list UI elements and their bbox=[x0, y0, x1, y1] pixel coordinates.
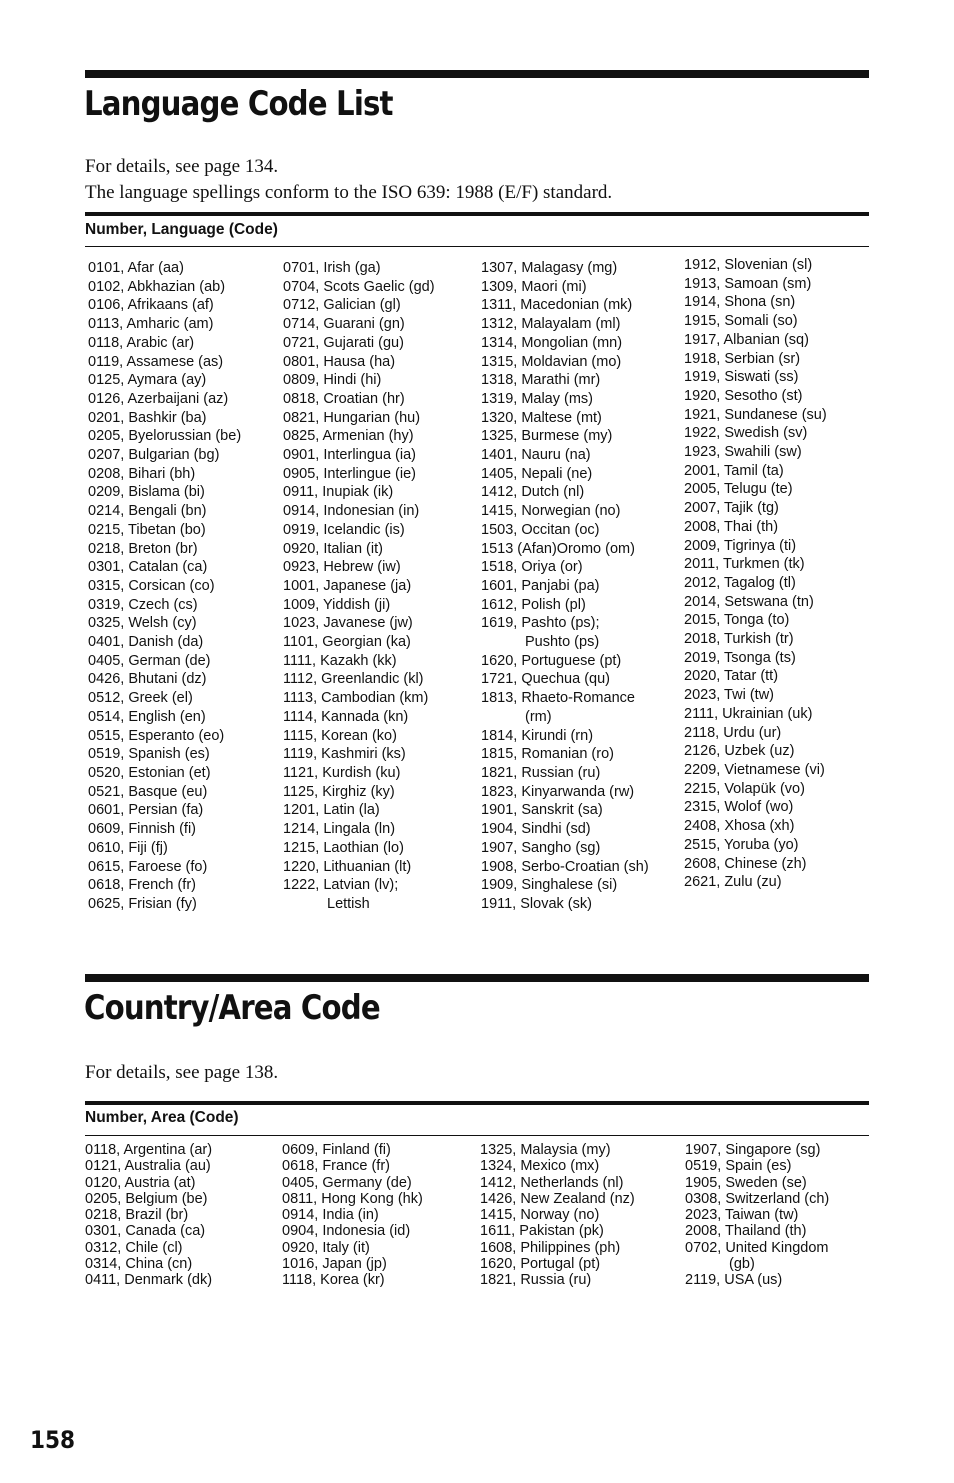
language-entry: 0405, German (de) bbox=[88, 652, 211, 669]
language-entry: 0721, Gujarati (gu) bbox=[283, 334, 404, 351]
language-entry: 0712, Galician (gl) bbox=[283, 297, 401, 314]
language-entry: 0208, Bihari (bh) bbox=[88, 465, 196, 482]
country-entry: 0618, France (fr) bbox=[282, 1158, 390, 1175]
language-entry: 2020, Tatar (tt) bbox=[684, 668, 779, 685]
country-entry: 0405, Germany (de) bbox=[282, 1174, 412, 1191]
language-entry: 2015, Tonga (to) bbox=[684, 612, 790, 629]
language-entry: 2215, Volapük (vo) bbox=[684, 780, 805, 797]
language-entry: 0901, Interlingua (ia) bbox=[283, 447, 416, 464]
country-column-1 bbox=[85, 1142, 212, 1288]
language-entry: 0801, Hausa (ha) bbox=[283, 353, 396, 370]
language-entry: 1023, Javanese (jw) bbox=[283, 615, 413, 632]
country-entry: 1905, Sweden (se) bbox=[685, 1174, 807, 1191]
country-table-header-rule bbox=[85, 1135, 869, 1136]
language-entry: 0618, French (fr) bbox=[88, 877, 196, 894]
language-entry: 1401, Nauru (na) bbox=[481, 447, 591, 464]
language-entry: 1314, Mongolian (mn) bbox=[481, 334, 623, 351]
language-entry: 0218, Breton (br) bbox=[88, 540, 198, 557]
language-entry: 0301, Catalan (ca) bbox=[88, 559, 208, 576]
language-entry-continuation: Lettish bbox=[327, 895, 370, 912]
country-table-top-rule bbox=[85, 1101, 869, 1105]
language-entry: 2209, Vietnamese (vi) bbox=[684, 761, 825, 778]
language-entry: 0315, Corsican (co) bbox=[88, 577, 215, 594]
language-entry-continuation: (rm) bbox=[525, 708, 552, 725]
language-entry: 2408, Xhosa (xh) bbox=[684, 818, 795, 835]
language-entry: 0201, Bashkir (ba) bbox=[88, 409, 207, 426]
language-entry: 1503, Occitan (oc) bbox=[481, 521, 600, 538]
language-entry: 1920, Sesotho (st) bbox=[684, 387, 803, 404]
language-entry: 1601, Panjabi (pa) bbox=[481, 577, 600, 594]
language-entry: 1201, Latin (la) bbox=[283, 802, 380, 819]
country-entry: 0218, Brazil (br) bbox=[85, 1207, 189, 1223]
language-entry: 2011, Turkmen (tk) bbox=[684, 556, 805, 573]
language-entry: 0701, Irish (ga) bbox=[283, 260, 381, 276]
language-entry: 2018, Turkish (tr) bbox=[684, 631, 794, 648]
country-entry: 1415, Norway (no) bbox=[480, 1207, 600, 1223]
language-entry: 1513 (Afan)Oromo (om) bbox=[481, 540, 635, 557]
language-entry: 1918, Serbian (sr) bbox=[684, 350, 801, 367]
language-entry: 0609, Finnish (fi) bbox=[88, 821, 196, 838]
language-entry: 1114, Kannada (kn) bbox=[283, 708, 409, 725]
language-entry: 1319, Malay (ms) bbox=[481, 390, 594, 407]
language-entry: 1907, Sangho (sg) bbox=[481, 839, 601, 856]
language-entry: 1922, Swedish (sv) bbox=[684, 425, 808, 442]
language-entry: 1904, Sindhi (sd) bbox=[481, 821, 591, 838]
language-entry-continuation: Pushto (ps) bbox=[525, 634, 600, 651]
language-entry: 0625, Frisian (fy) bbox=[88, 895, 197, 912]
country-entry: 0308, Switzerland (ch) bbox=[685, 1190, 830, 1207]
language-entry: 0514, English (en) bbox=[88, 708, 206, 725]
country-entry: 2023, Taiwan (tw) bbox=[685, 1207, 799, 1223]
country-column-2 bbox=[282, 1142, 423, 1288]
language-entry: 0401, Danish (da) bbox=[88, 634, 204, 651]
language-entry: 1813, Rhaeto-Romance bbox=[481, 690, 635, 707]
country-entry: 2008, Thailand (th) bbox=[685, 1223, 807, 1240]
language-entry: 1320, Maltese (mt) bbox=[481, 409, 602, 426]
country-entry: 0312, Chile (cl) bbox=[85, 1239, 183, 1256]
country-entry: 0205, Belgium (be) bbox=[85, 1190, 208, 1207]
language-entry: 1112, Greenlandic (kl) bbox=[283, 671, 424, 688]
country-section-title: Country/Area Code bbox=[84, 988, 380, 1028]
country-entry: 1016, Japan (jp) bbox=[282, 1255, 387, 1272]
language-entry: 0515, Esperanto (eo) bbox=[88, 727, 225, 744]
language-table-header: Number, Language (Code) bbox=[85, 221, 278, 238]
country-entry: 1608, Philippines (ph) bbox=[480, 1239, 621, 1256]
language-column-4 bbox=[684, 256, 827, 892]
language-entry: 1901, Sanskrit (sa) bbox=[481, 802, 603, 819]
language-entry: 0319, Czech (cs) bbox=[88, 596, 198, 613]
country-entry: 1821, Russia (ru) bbox=[480, 1272, 592, 1288]
country-entry: 0811, Hong Kong (hk) bbox=[282, 1190, 423, 1207]
language-section-title: Language Code List bbox=[84, 84, 393, 124]
language-entry: 1919, Siswati (ss) bbox=[684, 369, 799, 386]
language-entry: 1914, Shona (sn) bbox=[684, 294, 796, 311]
language-entry: 2005, Telugu (te) bbox=[684, 481, 793, 498]
section-top-rule bbox=[85, 70, 869, 78]
country-entry: 1325, Malaysia (my) bbox=[480, 1142, 611, 1158]
language-entry: 0126, Azerbaijani (az) bbox=[88, 390, 229, 407]
language-entry: 0426, Bhutani (dz) bbox=[88, 671, 207, 688]
language-entry: 1415, Norwegian (no) bbox=[481, 503, 621, 520]
language-entry: 2008, Thai (th) bbox=[684, 518, 779, 535]
country-entry: 1412, Netherlands (nl) bbox=[480, 1174, 624, 1191]
language-entry: 0125, Aymara (ay) bbox=[88, 372, 207, 389]
country-entry: 1611, Pakistan (pk) bbox=[480, 1223, 604, 1240]
language-entry: 1009, Yiddish (ji) bbox=[283, 596, 391, 613]
country-entry: 0120, Austria (at) bbox=[85, 1174, 196, 1191]
language-entry: 1912, Slovenian (sl) bbox=[684, 257, 813, 273]
language-entry: 1620, Portuguese (pt) bbox=[481, 652, 622, 669]
language-entry: 0914, Indonesian (in) bbox=[283, 503, 420, 520]
language-entry: 2111, Ukrainian (uk) bbox=[684, 705, 813, 722]
language-table-top-rule bbox=[85, 212, 869, 216]
country-entry: 0411, Denmark (dk) bbox=[85, 1272, 213, 1288]
language-entry: 2012, Tagalog (tl) bbox=[684, 574, 796, 591]
language-entry: 0919, Icelandic (is) bbox=[283, 521, 405, 538]
country-entry: 1907, Singapore (sg) bbox=[685, 1142, 821, 1158]
country-entry: 0914, India (in) bbox=[282, 1207, 379, 1223]
language-entry: 1315, Moldavian (mo) bbox=[481, 353, 622, 370]
language-entry: 1721, Quechua (qu) bbox=[481, 671, 610, 688]
country-entry: 0118, Argentina (ar) bbox=[85, 1142, 213, 1158]
language-entry: 0209, Bislama (bi) bbox=[88, 484, 205, 501]
language-entry: 0207, Bulgarian (bg) bbox=[88, 447, 220, 464]
language-entry: 1325, Burmese (my) bbox=[481, 428, 613, 445]
language-entry: 0113, Amharic (am) bbox=[88, 316, 214, 333]
language-entry: 2118, Urdu (ur) bbox=[684, 724, 782, 741]
language-entry: 0215, Tibetan (bo) bbox=[88, 521, 206, 538]
country-intro-line-1: For details, see page 138. bbox=[85, 1062, 279, 1083]
language-entry: 1913, Samoan (sm) bbox=[684, 275, 812, 292]
language-entry: 2608, Chinese (zh) bbox=[684, 855, 807, 872]
language-entry: 0809, Hindi (hi) bbox=[283, 372, 382, 389]
language-column-3 bbox=[481, 259, 649, 914]
language-entry: 1214, Lingala (ln) bbox=[283, 821, 396, 838]
language-entry: 1823, Kinyarwanda (rw) bbox=[481, 783, 635, 800]
language-entry: 2014, Setswana (tn) bbox=[684, 593, 814, 610]
language-entry: 0205, Byelorussian (be) bbox=[88, 428, 242, 445]
language-entry: 1921, Sundanese (su) bbox=[684, 406, 827, 423]
country-entry: 0904, Indonesia (id) bbox=[282, 1223, 411, 1240]
language-entry: 2009, Tigrinya (ti) bbox=[684, 537, 797, 554]
language-column-1 bbox=[88, 259, 241, 914]
country-entry: 0314, China (cn) bbox=[85, 1255, 193, 1272]
language-entry: 1101, Georgian (ka) bbox=[283, 634, 411, 651]
language-entry: 0106, Afrikaans (af) bbox=[88, 297, 214, 314]
language-entry: 1215, Laothian (lo) bbox=[283, 839, 404, 856]
language-table-header-rule bbox=[85, 246, 869, 247]
country-entry: 0920, Italy (it) bbox=[282, 1239, 370, 1256]
language-entry: 2315, Wolof (wo) bbox=[684, 799, 794, 816]
language-entry: 0825, Armenian (hy) bbox=[283, 428, 414, 445]
language-entry: 0818, Croatian (hr) bbox=[283, 390, 405, 407]
language-entry: 0118, Arabic (ar) bbox=[88, 334, 195, 351]
language-entry: 2621, Zulu (zu) bbox=[684, 874, 782, 891]
language-entry: 1518, Oriya (or) bbox=[481, 559, 583, 576]
country-entry: 0301, Canada (ca) bbox=[85, 1223, 206, 1240]
country-column-3 bbox=[480, 1142, 635, 1288]
language-entry: 0905, Interlingue (ie) bbox=[283, 465, 416, 482]
language-entry: 1311, Macedonian (mk) bbox=[481, 297, 633, 314]
language-entry: 1111, Kazakh (kk) bbox=[283, 652, 397, 669]
language-entry: 1001, Japanese (ja) bbox=[283, 577, 412, 594]
language-entry: 1911, Slovak (sk) bbox=[481, 895, 592, 912]
language-entry: 1917, Albanian (sq) bbox=[684, 331, 809, 348]
language-entry: 1619, Pashto (ps); bbox=[481, 615, 600, 632]
language-entry: 2023, Twi (tw) bbox=[684, 687, 774, 704]
language-intro-line-1: For details, see page 134. bbox=[85, 156, 279, 177]
country-entry: 1426, New Zealand (nz) bbox=[480, 1190, 635, 1207]
country-column-4 bbox=[685, 1142, 829, 1288]
language-entry: 2515, Yoruba (yo) bbox=[684, 836, 799, 853]
language-entry: 2126, Uzbek (uz) bbox=[684, 743, 795, 760]
language-column-2 bbox=[283, 259, 435, 914]
language-entry: 1121, Kurdish (ku) bbox=[283, 764, 401, 781]
language-entry: 0521, Basque (eu) bbox=[88, 783, 208, 800]
country-entry: 1620, Portugal (pt) bbox=[480, 1255, 601, 1272]
language-entry: 1309, Maori (mi) bbox=[481, 278, 587, 295]
language-entry: 0214, Bengali (bn) bbox=[88, 503, 207, 520]
country-entry-continuation: (gb) bbox=[729, 1255, 755, 1272]
language-entry: 0102, Abkhazian (ab) bbox=[88, 278, 226, 295]
language-entry: 1115, Korean (ko) bbox=[283, 727, 397, 744]
language-entry: 0325, Welsh (cy) bbox=[88, 615, 197, 632]
language-entry: 1405, Nepali (ne) bbox=[481, 465, 593, 482]
language-entry: 0610, Fiji (fj) bbox=[88, 839, 168, 856]
country-entry: 0609, Finland (fi) bbox=[282, 1142, 391, 1158]
country-entry: 1324, Mexico (mx) bbox=[480, 1158, 600, 1175]
language-entry: 1113, Cambodian (km) bbox=[283, 690, 429, 707]
country-table-header: Number, Area (Code) bbox=[85, 1109, 239, 1126]
country-entry: 1118, Korea (kr) bbox=[282, 1272, 385, 1288]
language-entry: 2001, Tamil (ta) bbox=[684, 462, 784, 479]
country-entry: 0519, Spain (es) bbox=[685, 1158, 792, 1175]
language-entry: 0821, Hungarian (hu) bbox=[283, 409, 421, 426]
language-entry: 1909, Singhalese (si) bbox=[481, 877, 618, 894]
language-intro-line-2: The language spellings conform to the ISO 639: 1988 (E/F) standard. bbox=[85, 182, 613, 203]
language-entry: 0520, Estonian (et) bbox=[88, 764, 211, 781]
language-entry: 1312, Malayalam (ml) bbox=[481, 316, 621, 333]
language-entry: 1908, Serbo-Croatian (sh) bbox=[481, 858, 649, 875]
language-entry: 1220, Lithuanian (lt) bbox=[283, 858, 412, 875]
language-entry: 1125, Kirghiz (ky) bbox=[283, 783, 395, 800]
language-entry: 1222, Latvian (lv); bbox=[283, 877, 399, 894]
language-entry: 1412, Dutch (nl) bbox=[481, 484, 585, 501]
language-entry: 0920, Italian (it) bbox=[283, 540, 383, 557]
country-entry: 2119, USA (us) bbox=[685, 1272, 783, 1288]
language-entry: 0519, Spanish (es) bbox=[88, 746, 210, 763]
language-entry: 0714, Guarani (gn) bbox=[283, 316, 405, 333]
language-entry: 1821, Russian (ru) bbox=[481, 764, 601, 781]
country-entry: 0702, United Kingdom bbox=[685, 1239, 829, 1256]
page-number: 158 bbox=[30, 1426, 76, 1454]
language-entry: 0101, Afar (aa) bbox=[88, 260, 184, 276]
country-section-top-rule bbox=[85, 974, 869, 982]
language-entry: 1915, Somali (so) bbox=[684, 313, 798, 330]
language-entry: 0601, Persian (fa) bbox=[88, 802, 204, 819]
language-entry: 1318, Marathi (mr) bbox=[481, 372, 601, 389]
language-entry: 1307, Malagasy (mg) bbox=[481, 260, 618, 276]
language-entry: 0512, Greek (el) bbox=[88, 690, 193, 707]
language-entry: 1815, Romanian (ro) bbox=[481, 746, 614, 763]
language-entry: 2007, Tajik (tg) bbox=[684, 500, 779, 517]
language-entry: 1923, Swahili (sw) bbox=[684, 444, 802, 461]
language-entry: 1612, Polish (pl) bbox=[481, 596, 586, 613]
language-entry: 0615, Faroese (fo) bbox=[88, 858, 208, 875]
language-entry: 2019, Tsonga (ts) bbox=[684, 649, 796, 666]
language-entry: 0911, Inupiak (ik) bbox=[283, 484, 394, 501]
language-entry: 1814, Kirundi (rn) bbox=[481, 727, 594, 744]
country-entry: 0121, Australia (au) bbox=[85, 1158, 211, 1175]
language-entry: 1119, Kashmiri (ks) bbox=[283, 746, 406, 763]
language-entry: 0704, Scots Gaelic (gd) bbox=[283, 278, 435, 295]
language-entry: 0923, Hebrew (iw) bbox=[283, 559, 401, 576]
language-entry: 0119, Assamese (as) bbox=[88, 353, 224, 370]
